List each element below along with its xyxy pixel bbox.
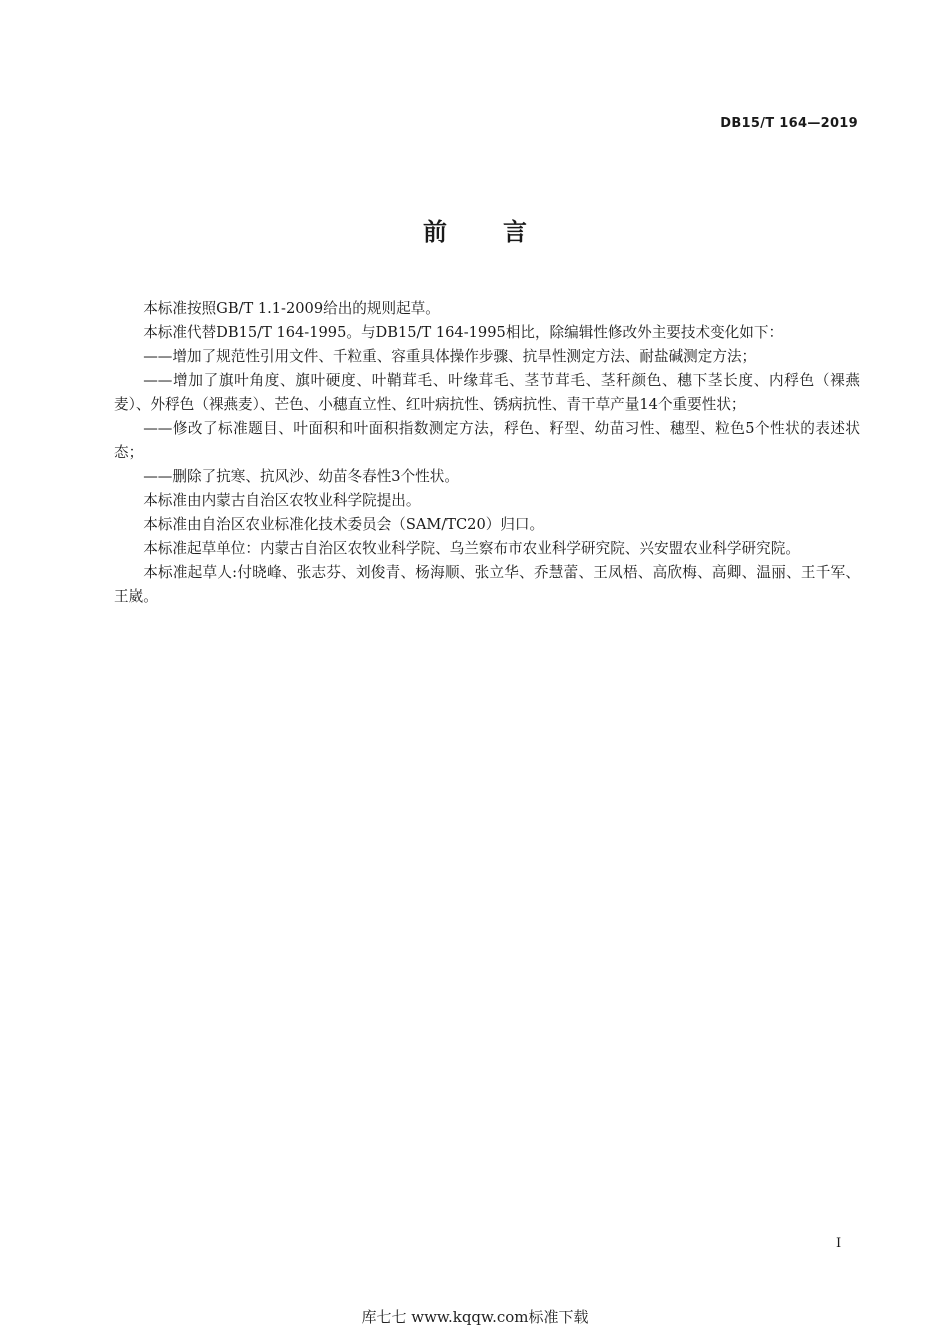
page-number: I	[836, 1236, 842, 1251]
footer-watermark: 库七七 www.kqqw.com标准下载	[361, 1308, 589, 1326]
document-code: DB15/T 164—2019	[720, 116, 858, 131]
paragraph-committee: 本标准由自治区农业标准化技术委员会（SAM/TC20）归口。	[143, 516, 545, 533]
paragraph-replacement: 本标准代替DB15/T 164-1995。与DB15/T 164-1995相比，除编辑性修改外主要技术变化如下：	[143, 324, 784, 341]
paragraph-change-added-traits: ——增加了旗叶角度、旗叶硬度、叶鞘茸毛、叶缘茸毛、茎节茸毛、茎秆颜色、穗下茎长度、内稃色（裸燕麦）、外稃色（裸燕麦）、芒色、小穗直立性、红叶病抗性、锈病抗性、青干草产量14个重要性状；	[114, 372, 860, 413]
paragraph-change-added-methods: ——增加了规范性引用文件、千粒重、容重具体操作步骤、抗旱性测定方法、耐盐碱测定方法；	[143, 348, 757, 365]
paragraph-drafters: 本标准起草人:付晓峰、张志芬、刘俊青、杨海顺、张立华、乔慧蕾、王凤梧、高欣梅、高卿、温丽、王千军、王崴。	[114, 564, 860, 605]
section-title-char-2: 言	[503, 218, 527, 246]
section-title-foreword	[0, 212, 950, 247]
paragraph-change-modified: ——修改了标准题目、叶面积和叶面积指数测定方法，稃色、籽型、幼苗习性、穗型、粒色5个性状的表述状态；	[114, 420, 860, 461]
paragraph-drafting-units: 本标准起草单位：内蒙古自治区农牧业科学院、乌兰察布市农业科学研究院、兴安盟农业科学研究院。	[143, 540, 800, 557]
paragraph-drafting-rules: 本标准按照GB/T 1.1-2009给出的规则起草。	[143, 300, 440, 317]
foreword-body	[114, 297, 860, 609]
section-title-char-1: 前	[423, 218, 447, 246]
paragraph-change-deleted: ——删除了抗寒、抗风沙、幼苗冬春性3个性状。	[143, 468, 459, 485]
paragraph-proposer: 本标准由内蒙古自治区农牧业科学院提出。	[143, 492, 421, 509]
